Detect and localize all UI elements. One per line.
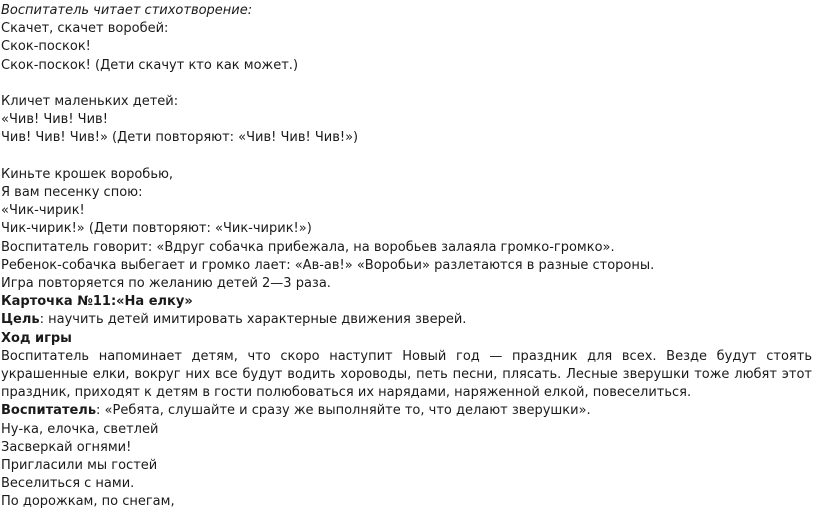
text-line: Ребенок-собачка выбегает и громко лает: «Ав-ав!» «Воробьи» разлетаются в разные стороны. [1, 257, 655, 273]
course-title [1, 330, 812, 348]
poem-line: Кличет маленьких детей: [1, 94, 179, 109]
teacher-label: Воспитатель [1, 403, 97, 419]
poem-line: Скок-поскок! [1, 39, 91, 55]
poem-line: Засверкай огнями! [1, 439, 132, 455]
goal-label: Цель [1, 312, 40, 328]
teacher-text: : «Ребята, слушайте и сразу же выполняйте то, что делают зверушки». [96, 403, 591, 419]
poem-line: «Чив! Чив! Чив! [1, 112, 108, 128]
poem-line: Пригласили мы гостей [1, 458, 158, 474]
poem-line: Веселиться с нами. [1, 476, 135, 492]
text-line: Игра повторяется по желанию детей 2—3 раза. [1, 276, 331, 292]
teacher-line [1, 402, 812, 420]
goal-text: : научить детей имитировать характерные движения зверей. [39, 312, 467, 328]
poem-line: Чив! Чив! Чив!» (Дети повторяют: «Чив! Чив! Чив!») [1, 130, 359, 146]
course-title-text: Ход игры [1, 330, 72, 346]
poem-line: Я вам песенку спою: [1, 185, 143, 200]
goal-line [1, 311, 812, 329]
card-title [1, 293, 812, 311]
poem-line: Скачет, скачет воробей: [1, 21, 169, 37]
text-line: Воспитатель говорит: «Вдруг собачка прибежала, на воробьев залаяла громко-громко». [1, 239, 615, 255]
poem-line: Чик-чирик!» (Дети повторяют: «Чик-чирик!») [1, 221, 312, 237]
poem-line: Скок-поскок! (Дети скачут кто как может.) [1, 57, 299, 73]
poem-line: По дорожкам, по снегам, [1, 494, 175, 510]
description-paragraph: Воспитатель напоминает детям, что скоро наступит Новый год — праздник для всех. Везде будут стоять украшенные елки, вокруг них все будут водить хороводы, петь песни, плясать. Лесные зверушки тоже любят этот праздник, приходят к детям в гости полюбоваться их нарядами, наряженной елкой, повеселиться. [1, 348, 812, 401]
intro-line: Воспитатель читает стихотворение: [1, 3, 253, 18]
poem-line: Ну-ка, елочка, светлей [1, 421, 159, 437]
poem-line: «Чик-чирик! [1, 203, 85, 219]
poem-line: Киньте крошек воробью, [1, 166, 174, 182]
card-title-text: Карточка №11:«На елку» [1, 294, 193, 310]
